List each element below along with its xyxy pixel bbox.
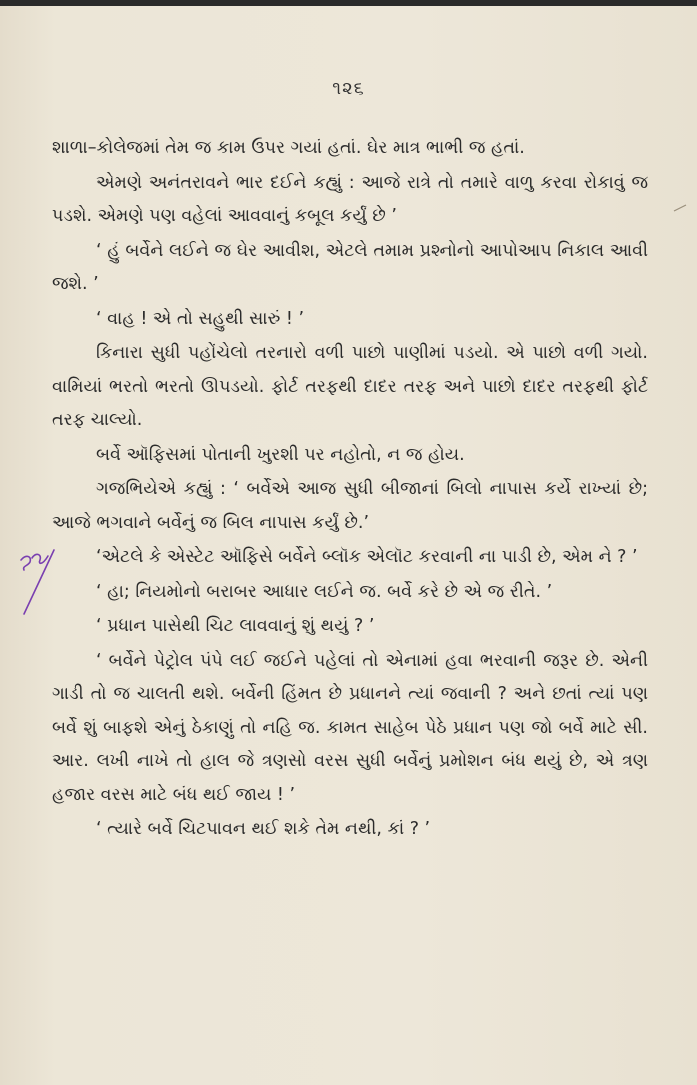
body-text bbox=[52, 132, 648, 847]
scan-top-edge bbox=[0, 0, 697, 6]
paragraph: બર્વે ઑફિસમાં પોતાની ખુરશી પર નહોતો, ન જ હોય. bbox=[96, 444, 465, 465]
paragraph: ગજભિયેએ કહ્યું : ‘ બર્વેએ આજ સુધી બીજાનાં બિલો નાપાસ કર્યે રાખ્યાં છે; આજે ભગવાને બર્વેનું જ બિલ નાપાસ કર્યું છે.’ bbox=[52, 479, 648, 533]
paragraph: ‘ હા; નિયમોનો બરાબર આધાર લઈને જ. બર્વે કરે છે એ જ રીતે. ’ bbox=[96, 581, 553, 602]
paragraph: કિનારા સુધી પહોંચેલો તરનારો વળી પાછો પાણીમાં પડયો. એ પાછો વળી ગયો. વામિયાં ભરતો ભરતો ઊપડયો. ફોર્ટ તરફથી દાદર તરફ અને પાછો દાદર તરફથી ફોર્ટ તરફ ચાલ્યો. bbox=[52, 343, 648, 430]
paragraph: ‘ પ્રધાન પાસેથી ચિટ લાવવાનું શું થયું ? ’ bbox=[96, 616, 375, 636]
paragraph: ‘ ત્યારે બર્વે ચિટપાવન થઈ શકે તેમ નથી, કાં ? ’ bbox=[96, 819, 431, 839]
paragraph: ‘એટલે કે એસ્ટેટ ઑફિસે બર્વેને બ્લૉક એલૉટ કરવાની ના પાડી છે, એમ ને ? ’ bbox=[96, 547, 638, 567]
paragraph: ‘ બર્વેને પેટ્રોલ પંપે લઈ જઈને પહેલાં તો એનામાં હવા ભરવાની જરૂર છે. એની ગાડી તો જ ચાલતી થશે. બર્વેની હિંમત છે પ્રધાનને ત્યાં જવાની ? અને છતાં ત્યાં પણ બર્વે શું બાફશે એનું ઠેકાણું તો નહિ જ. કામત સાહેબ પેઠે પ્રધાન પણ જો બર્વે માટે સી. આર. લખી નાખે તો હાલ જે ત્રણસો વરસ સુધી બર્વેનું પ્રમોશન બંધ થયું છે, એ ત્રણ હજાર વરસ માટે બંધ થઈ જાય ! ’ bbox=[52, 650, 648, 805]
margin-tick-mark bbox=[673, 204, 687, 212]
paragraph: ‘ હું બર્વેને લઈને જ ઘેર આવીશ, એટલે તમામ પ્રશ્નોનો આપોઆપ નિકાલ આવી જશે. ’ bbox=[52, 240, 648, 294]
page-number: ૧૨૬ bbox=[332, 78, 365, 99]
paragraph: શાળા–કોલેજમાં તેમ જ કામ ઉપર ગયાં હતાં. ઘેર માત્ર ભાભી જ હતાં. bbox=[52, 138, 525, 158]
paragraph: એમણે અનંતરાવને ભાર દઈને કહ્યું : આજે રાત્રે તો તમારે વાળુ કરવા રોકાવું જ પડશે. એમણે પણ વહેલાં આવવાનું કબૂલ કર્યું છે ’ bbox=[52, 172, 648, 226]
paragraph: ‘ વાહ ! એ તો સહુથી સારું ! ’ bbox=[96, 308, 305, 329]
